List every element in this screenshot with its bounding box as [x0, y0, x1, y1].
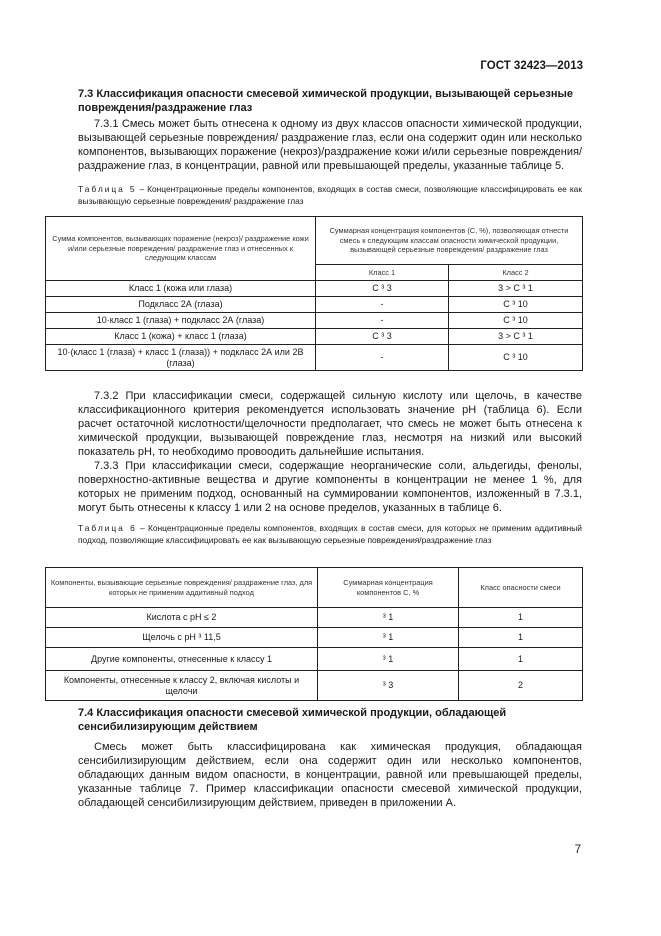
table-5-head-class-2: Класс 2 — [449, 265, 583, 281]
table-6-cell-concentration: ³ 1 — [318, 608, 459, 628]
table-5-head-class-1: Класс 1 — [316, 265, 449, 281]
table-6-cell-class: 1 — [459, 608, 583, 628]
table-6-cell-class: 1 — [459, 628, 583, 648]
table-6 — [45, 567, 583, 701]
table-row — [46, 345, 583, 371]
table-row — [46, 297, 583, 313]
table-5-cell-class-1: C ³ 3 — [316, 329, 449, 345]
paragraph-7-4: Смесь может быть классифицирована как химическая продукция, обладающая сенсибилизирующим действием, если она содержит один или несколько компонентов, обладающих данным видом опасности, в концентрации, равной или превышающей пределы, указанные таблице 7. Пример классификации опасности смесевой химической продукции, обладающей сенсибилизирующим действием, приведен в приложении А. — [78, 741, 582, 809]
section-7-4-title: 7.4 Классификация опасности смесевой химической продукции, обладающей сенсибилизирующим действием — [78, 707, 507, 733]
table-6-cell-component: Компоненты, отнесенные к классу 2, включая кислоты и щелочи — [46, 671, 318, 701]
table-5-caption-label: Таблица 5 — [78, 184, 137, 194]
table-6-header-row — [46, 568, 583, 608]
table-6-cell-class: 1 — [459, 648, 583, 671]
table-row — [46, 628, 583, 648]
table-6-cell-concentration: ³ 1 — [318, 648, 459, 671]
table-5-header-row — [46, 217, 583, 265]
table-5-cell-class-2: 3 > C ³ 1 — [449, 281, 583, 297]
table-row — [46, 313, 583, 329]
table-row — [46, 648, 583, 671]
table-5-cell-class-2: C ³ 10 — [449, 297, 583, 313]
table-5-cell-component: 10·(класс 1 (глаза) + класс 1 (глаза)) + подкласс 2А или 2В (глаза) — [46, 345, 316, 371]
paragraph-7-3-2: 7.3.2 При классификации смеси, содержащей сильную кислоту или щелочь, в качестве классификационного критерия рекомендуется использовать значение pH (таблица 6). Если расчет остаточной кислотности/щелочности предполагает, что смесь не может быть отнесена к химической продукции, вызывающей повреждение глаз, несмотря на низкий или высокий показатель pH, то необходимо провоодить дальнейшие испытания. — [78, 390, 582, 458]
standard-number: ГОСТ 32423—2013 — [480, 60, 583, 72]
table-6-head-class: Класс опасности смеси — [459, 568, 583, 608]
table-5-cell-component: Класс 1 (кожа или глаза) — [46, 281, 316, 297]
table-5-cell-class-2: C ³ 10 — [449, 313, 583, 329]
table-6-caption-text: – Концентрационные пределы компонентов, входящих в состав смеси, для которых не применим аддитивный подход, позволяющие классифицировать ее как вызывающую серьезные повреждения/раздражение глаз — [78, 523, 582, 545]
table-row — [46, 329, 583, 345]
table-5-cell-class-1: - — [316, 297, 449, 313]
table-5-cell-class-1: C ³ 3 — [316, 281, 449, 297]
table-5-cell-component: Подкласс 2А (глаза) — [46, 297, 316, 313]
table-5-head-right: Суммарная концентрация компонентов (C, %), позволяющая отнести смесь к следующим классам опасности химической продукции, вызывающей серьезные повреждения/ раздражение глаз — [316, 217, 583, 265]
table-6-cell-concentration: ³ 1 — [318, 628, 459, 648]
table-6-head-concentration: Суммарная концентрация компонентов C, % — [318, 568, 459, 608]
table-5-cell-class-1: - — [316, 345, 449, 371]
table-row — [46, 608, 583, 628]
table-5-cell-component: 10·класс 1 (глаза) + подкласс 2А (глаза) — [46, 313, 316, 329]
table-5-cell-class-2: C ³ 10 — [449, 345, 583, 371]
table-6-caption-label: Таблица 6 — [78, 523, 137, 533]
table-5-cell-class-2: 3 > C ³ 1 — [449, 329, 583, 345]
table-6-head-components: Компоненты, вызывающие серьезные повреждения/ раздражение глаз, для которых не применим аддитивный подход — [46, 568, 318, 608]
table-5-head-left: Сумма компонентов, вызывающих поражение (некроз)/ раздражение кожи и/или серьезные повреждения/ раздражение глаз и отнесенных к следующим классам — [46, 217, 316, 281]
paragraph-7-3-3: 7.3.3 При классификации смеси, содержащие неорганические соли, альдегиды, фенолы, поверхностно-активные вещества и другие компоненты в концентрации не менее 1 %, для которых не применим подход, основанный на суммировании компонентов, изложенный в 7.3.1, могут быть отнесены к классу 1 или 2 на основе пределов, указанных в таблице 6. — [78, 460, 582, 514]
table-5 — [45, 216, 583, 371]
table-row — [46, 281, 583, 297]
table-6-cell-class: 2 — [459, 671, 583, 701]
page-number: 7 — [574, 844, 581, 856]
section-7-3-title: 7.3 Классификация опасности смесевой химической продукции, вызывающей серьезные повреждения/раздражение глаз — [78, 88, 573, 114]
table-5-caption-text: – Концентрационные пределы компонентов, входящих в состав смеси, позволяющие классифицировать ее как вызывающую серьезные повреждения/ раздражение глаз — [78, 184, 582, 206]
table-6-caption — [78, 522, 582, 546]
table-row — [46, 671, 583, 701]
table-6-cell-concentration: ³ 3 — [318, 671, 459, 701]
table-6-cell-component: Щелочь с pH ³ 11,5 — [46, 628, 318, 648]
table-5-caption — [78, 183, 582, 207]
table-6-cell-component: Кислота с pH ≤ 2 — [46, 608, 318, 628]
table-5-cell-component: Класс 1 (кожа) + класс 1 (глаза) — [46, 329, 316, 345]
paragraph-7-3-1: 7.3.1 Смесь может быть отнесена к одному из двух классов опасности химической продукции, вызывающей серьезные повреждения/ раздражение глаз, если она содержит один или несколько компонентов, вызывающих поражение (некроз)/раздражение кожи и/или серьезные повреждения/раздражение глаз, в концентрации, равной или превышающей пределы, указанные таблице 5. — [78, 118, 582, 172]
table-6-cell-component: Другие компоненты, отнесенные к классу 1 — [46, 648, 318, 671]
table-5-cell-class-1: - — [316, 313, 449, 329]
